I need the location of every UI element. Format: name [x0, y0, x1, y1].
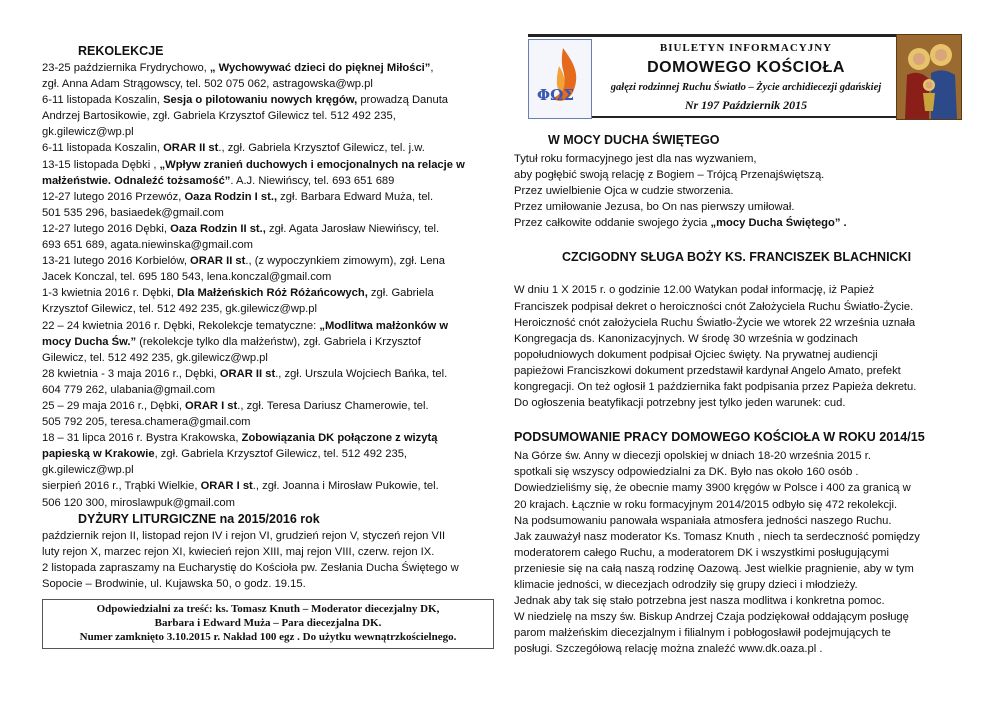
text-line — [42, 189, 482, 205]
bold-text: „ Wychowywać dzieci do pięknej Miłości” — [209, 62, 431, 74]
text-span: . A.J. Niewińscy, tel. 693 651 689 — [230, 174, 395, 187]
text-line — [514, 151, 954, 167]
bold-text: ORAR II st — [190, 255, 246, 268]
section-podsumowanie-text — [514, 448, 954, 657]
text-line: Heroiczność cnót założyciela Ruchu Światło-Życie we wtorek 22 września uznała — [514, 316, 916, 329]
text-line — [42, 124, 482, 140]
text-span: gk.gilewicz@wp.pl — [42, 464, 134, 477]
text-line — [42, 221, 482, 237]
footer-line: Numer zamknięto 3.10.2015 r. Nakład 100 egz . Do użytku wewnątrzkościelnego. — [79, 631, 457, 643]
text-line — [42, 237, 482, 253]
text-span: 12-27 lutego 2016 Przewóz, — [42, 190, 185, 203]
text-span: Przez całkowite oddanie swojego życia — [514, 217, 711, 230]
text-line — [42, 92, 482, 108]
text-line — [42, 301, 482, 317]
text-span: (rekolekcje tylko dla małżeństw), zgł. Gabriela i Krzysztof — [136, 335, 421, 348]
section-blachnicki-text — [514, 282, 954, 411]
bold-text: „mocy Ducha Świętego” . — [710, 217, 847, 230]
text-span: gk.gilewicz@wp.pl — [42, 126, 134, 139]
text-span: 604 779 262, ulabania@gmail.com — [42, 383, 216, 396]
text-line: przeniesie się na całą naszą rodzinę Oazową. Jest wielkie pragnienie, aby w tym — [514, 562, 914, 575]
text-span: 693 651 689, agata.niewinska@gmail.com — [42, 239, 253, 252]
bold-text: mocy Ducha Św.” — [42, 335, 137, 348]
text-line: Na podsumowaniu panowała wspaniała atmosfera jedności naszego Ruchu. — [514, 514, 892, 527]
text-line — [42, 495, 482, 511]
header-subtitle: gałęzi rodzinnej Ruchu Światło – Życie archidiecezji gdańskiej — [610, 82, 882, 93]
bold-text: Sesja o pilotowaniu nowych kręgów, — [163, 94, 358, 107]
text-line: Na Górze św. Anny w diecezji opolskiej w dniach 18-20 września 2015 r. — [514, 450, 871, 463]
section-title-mocy: W MOCY DUCHA ŚWIĘTEGO — [548, 133, 720, 147]
text-span: zgł. Gabriela — [367, 287, 434, 300]
holy-family-icon — [896, 34, 962, 120]
text-line — [42, 205, 482, 221]
text-line: moderatorem całego Ruchu, a moderatorem DK i wszystkimi posługującymi — [514, 546, 889, 559]
text-line: Franciszek podpisał dekret o heroiczności cnót Założyciela Ruchu Światło-Życie. — [514, 300, 914, 313]
text-line — [42, 60, 482, 76]
text-line: parom małżeńskim diecezjalnym i filialnym i pobłogosławił podejmujących te — [514, 627, 891, 640]
text-span: Przez uwielbienie Ojca w cudzie stworzenia. — [514, 185, 734, 198]
text-line: posługi. Szczegółową relację można znaleźć www.dk.oaza.pl . — [514, 643, 823, 656]
text-line: papieżowi Franciszkowi dokument przedstawił kardynał Angelo Amato, prefekt — [514, 364, 901, 377]
text-span: Tytuł roku formacyjnego jest dla nas wyzwaniem, — [514, 153, 757, 165]
bold-text: „Modlitwa małżonków w — [319, 319, 449, 332]
flame-icon — [529, 40, 591, 118]
bold-text: Oaza Rodzin I st., — [184, 190, 278, 203]
text-line — [42, 398, 482, 414]
footer-line: Odpowiedzialni za treść: ks. Tomasz Knuth – Moderator diecezjalny DK, — [96, 603, 440, 615]
text-span: 501 535 296, basiaedek@gmail.com — [42, 206, 224, 219]
text-line: W niedzielę na mszy św. Biskup Andrzej Czaja podziękował oddającym posługę — [514, 611, 909, 624]
header-title: DOMOWEGO KOŚCIOŁA — [647, 59, 845, 76]
text-span: 13-15 listopada Dębki , — [42, 158, 160, 171]
bold-text: Oaza Rodzin II st., — [170, 222, 266, 235]
dyzury-list — [42, 528, 482, 592]
right-column — [514, 132, 954, 657]
text-line — [514, 199, 954, 215]
text-span: 18 – 31 lipca 2016 r. Bystra Krakowska, — [42, 432, 242, 445]
text-span: prowadzą Danuta — [357, 94, 449, 107]
text-line — [42, 430, 482, 446]
header-line-1: BIULETYN INFORMACYJNY — [659, 42, 833, 54]
text-span: 506 120 300, miroslawpuk@gmail.com — [42, 496, 235, 509]
section-mocy-text — [514, 151, 954, 231]
text-line — [42, 76, 482, 92]
text-span: , — [430, 62, 434, 74]
bold-text: małżeństwie. Odnaleźć tożsamość” — [42, 174, 231, 187]
text-line — [42, 318, 482, 334]
bold-text: „Wpływ zranień duchowych i emocjonalnych na relacje w — [159, 158, 465, 171]
bold-text: ORAR II st — [163, 142, 219, 155]
text-line — [42, 350, 482, 366]
text-line — [42, 334, 482, 350]
section-title-podsumowanie: PODSUMOWANIE PRACY DOMOWEGO KOŚCIOŁA W ROKU 2014/15 — [514, 430, 925, 445]
text-line — [42, 366, 482, 382]
text-span: Krzysztof Gilewicz, tel. 512 492 235, gk.gilewicz@wp.pl — [42, 303, 318, 316]
text-line — [514, 167, 954, 183]
bold-text: Zobowiązania DK połączone z wizytą — [241, 432, 438, 445]
text-span: ., zgł. Gabriela Krzysztof Gilewicz, tel. j.w. — [218, 142, 425, 155]
text-span: zgł. Agata Jarosław Niewińscy, tel. — [265, 222, 440, 235]
text-line — [42, 140, 482, 156]
logo-letters: ΦΩΣ — [537, 86, 575, 104]
left-column — [42, 43, 482, 592]
text-line: luty rejon X, marzec rejon XI, kwiecień rejon XIII, maj rejon VIII, czerw. rejon IX. — [42, 545, 435, 558]
text-span: zgł. Anna Adam Strągowscy, tel. 502 075 062, astragowska@wp.pl — [42, 78, 373, 91]
text-line — [42, 108, 482, 124]
text-line: Sopocie – Brodwinie, ul. Kujawska 50, o godz. 19.15. — [42, 577, 306, 590]
text-span: zgł. Barbara Edward Muża, tel. — [277, 190, 434, 203]
text-span: , zgł. Gabriela Krzysztof Gilewicz, tel. 512 492 235, — [154, 448, 408, 461]
rekolekcje-list — [42, 60, 482, 511]
text-span: 12-27 lutego 2016 Dębki, — [42, 222, 171, 235]
text-line: Kongregacja ds. Kanonizacyjnych. W środę 30 września w godzinach — [514, 332, 858, 345]
bulletin-header — [528, 34, 960, 120]
text-line — [42, 269, 482, 285]
text-line: październik rejon II, listopad rejon IV i rejon VI, grudzień rejon V, styczeń rejon VII — [42, 529, 446, 542]
text-span: 6-11 listopada Koszalin, — [42, 94, 164, 107]
section-title-blachnicki: CZCIGODNY SŁUGA BOŻY KS. FRANCISZEK BLACHNICKI — [562, 250, 912, 265]
text-line: Do ogłoszenia beatyfikacji potrzebny jest tylko jeden warunek: cud. — [514, 397, 846, 410]
text-line: 2 listopada zapraszamy na Eucharystię do Kościoła pw. Zesłania Ducha Świętego w — [42, 561, 459, 574]
text-line — [42, 462, 482, 478]
text-line — [42, 414, 482, 430]
bold-text: ORAR I st — [200, 480, 253, 493]
text-span: ., zgł. Urszula Wojciech Bańka, tel. — [275, 367, 448, 380]
text-line — [42, 173, 482, 189]
text-span: aby pogłębić swoją relację z Bogiem – Trójcą Przenajświętszą. — [514, 169, 825, 182]
text-line: kongregacji. On też ogłosił 1 października fakt podpisania przez Papieża dekretu. — [514, 381, 917, 394]
text-line — [42, 157, 482, 173]
text-span: 22 – 24 kwietnia 2016 r. Dębki, Rekolekcje tematyczne: — [42, 319, 320, 332]
text-span: Gilewicz, tel. 512 492 235, gk.gilewicz@wp.pl — [42, 351, 268, 364]
text-line: popołudniowych dokument podpisał Ojciec święty. Na prywatnej audiencji — [514, 348, 878, 361]
footer-line: Barbara i Edward Muża – Para diecezjalna DK. — [154, 617, 382, 629]
bold-text: papieską w Krakowie — [42, 448, 155, 461]
text-line — [42, 382, 482, 398]
text-line: W dniu 1 X 2015 r. o godzinie 12.00 Watykan podał informację, iż Papież — [514, 284, 875, 297]
oaza-logo — [528, 39, 592, 119]
rekolekcje-heading: REKOLEKCJE — [78, 44, 164, 58]
text-line: Jednak aby tak się stało potrzebna jest nasza modlitwa i konkretna pomoc. — [514, 595, 885, 608]
text-span: 6-11 listopada Koszalin, — [42, 142, 164, 155]
text-line: 20 krajach. Łącznie w roku formacyjnym 2014/2015 odbyło się 472 rekolekcji. — [514, 498, 898, 511]
bold-text: Dla Małżeńskich Róż Różańcowych, — [176, 287, 368, 300]
header-issue: Nr 197 Październik 2015 — [684, 98, 808, 112]
text-span: ., zgł. Teresa Dariusz Chamerowie, tel. — [237, 399, 429, 412]
text-span: 505 792 205, teresa.chamera@gmail.com — [42, 416, 251, 429]
text-span: 1-3 kwietnia 2016 r. Dębki, — [42, 287, 177, 300]
footer-box — [42, 599, 494, 649]
text-line: spotkali się wszyscy odpowiedzialni za DK. Było nas około 160 osób . — [514, 466, 859, 479]
text-line — [42, 285, 482, 301]
text-span: Jacek Konczal, tel. 695 180 543, lena.konczal@gmail.com — [42, 271, 332, 284]
text-span: sierpień 2016 r., Trąbki Wielkie, — [42, 480, 201, 493]
text-span: ., zgł. Joanna i Mirosław Pukowie, tel. — [252, 480, 439, 493]
text-span: Andrzej Bartosikowie, zgł. Gabriela Krzysztof Gilewicz tel. 512 492 235, — [42, 110, 396, 123]
text-line — [514, 183, 954, 199]
dyzury-heading: DYŻURY LITURGICZNE na 2015/2016 rok — [78, 511, 320, 526]
text-span: 13-21 lutego 2016 Korbielów, — [42, 255, 191, 268]
text-line — [514, 215, 954, 231]
text-line — [42, 446, 482, 462]
text-span: 28 kwietnia - 3 maja 2016 r., Dębki, — [42, 367, 220, 380]
text-span: 25 – 29 maja 2016 r., Dębki, — [42, 399, 186, 412]
text-line: Dowiedzieliśmy się, że obecnie mamy 3900 kręgów w Polsce i 400 za granicą w — [514, 482, 911, 495]
bold-text: ORAR II st — [219, 367, 276, 380]
text-line: Jak zauważył nasz moderator Ks. Tomasz Knuth , niech ta serdeczność pomiędzy — [514, 530, 920, 543]
text-line: klimacie jedności, w diecezjach odrodziły się grupy dzieci i młodzieży. — [514, 578, 858, 591]
bold-text: ORAR I st — [185, 399, 238, 412]
text-span: ., (z wypoczynkiem zimowym), zgł. Lena — [245, 255, 445, 268]
text-span: Przez umiłowanie Jezusa, bo On nas pierwszy umiłował. — [514, 201, 795, 214]
text-span: 23-25 października Frydrychowo, — [42, 62, 210, 74]
text-line — [42, 253, 482, 269]
text-line — [42, 478, 482, 494]
